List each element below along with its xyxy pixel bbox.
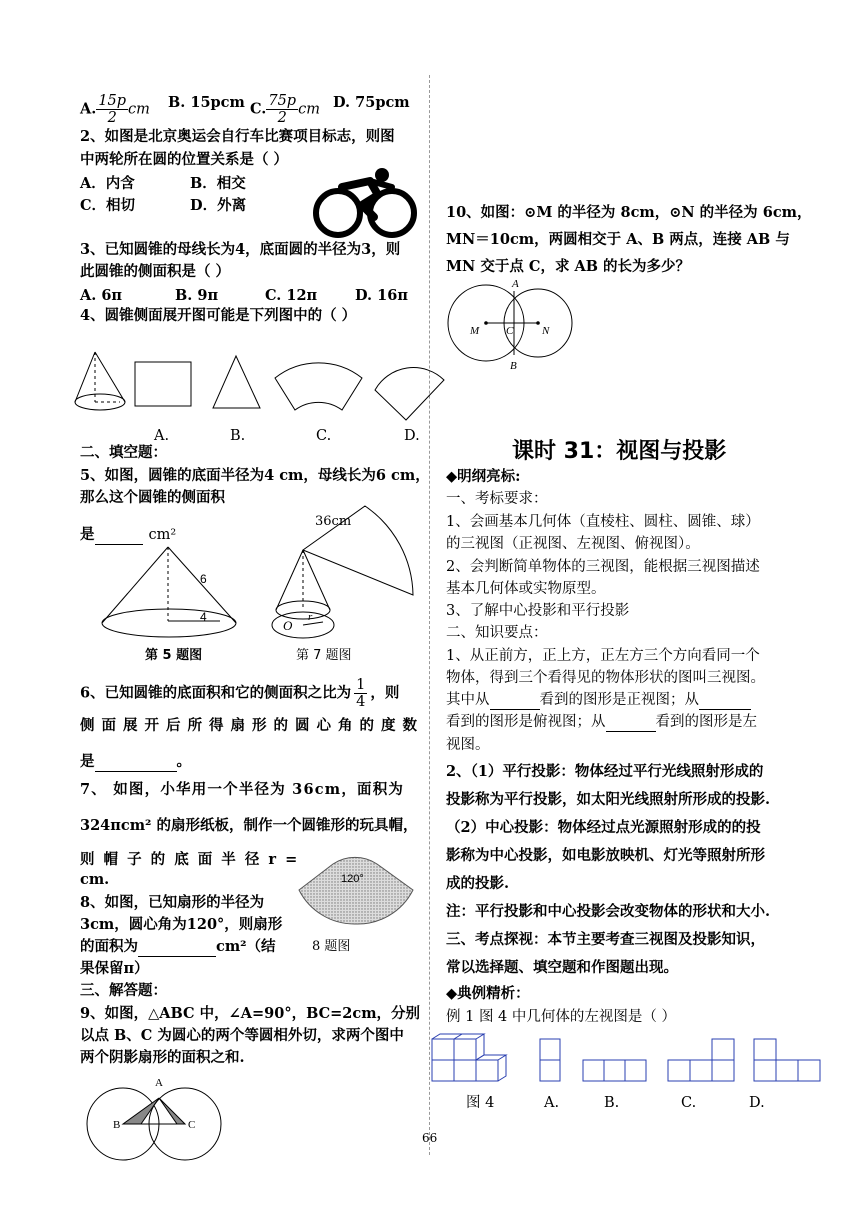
knowledge-1-line3: 其中从 看到的图形是正视图；从: [446, 690, 751, 710]
q1-option-b: B. 15pcm: [168, 94, 245, 111]
option-b-label: B.: [604, 1095, 620, 1111]
q10-circles-figure: [446, 277, 581, 372]
option-b-view: [583, 1060, 646, 1081]
q6-line2: 侧面展开后所得扇形的圆心角的度数: [80, 717, 424, 734]
q7-cone-sector-figure: [268, 500, 423, 645]
projection-note: 注：平行投影和中心投影会改变物体的形状和大小.: [446, 903, 771, 920]
q2-option-b: B．相交: [190, 175, 246, 192]
q2-line1: 2、如图是北京奥运会自行车比赛项目标志，则图: [80, 128, 395, 145]
knowledge-heading: 二、知识要点：: [446, 625, 548, 641]
q7-label-36cm: 36cm: [315, 514, 352, 529]
knowledge-2-line2: 投影称为平行投影，如太阳光线照射所形成的投影.: [446, 791, 771, 808]
q2-option-a: A．内含: [80, 175, 135, 192]
q9-circles-figure: [85, 1076, 220, 1171]
q8-line3: 的面积为 cm²（结: [80, 938, 276, 955]
knowledge-1-line2: 物体，得到三个看得见的物体形状的图叫三视图。: [446, 670, 765, 686]
knowledge-2-line1: 2、（1）平行投影：物体经过平行光线照射形成的: [446, 763, 764, 780]
knowledge-1-line1: 1、从正前方，正上方，正左方三个方向看同一个: [446, 648, 760, 664]
q4-option-c-annular-sector: [275, 363, 362, 410]
q8-line2: 3cm，圆心角为120°，则扇形: [80, 916, 283, 933]
option-c-label: C.: [681, 1095, 697, 1111]
q8-caption: 8 题图: [312, 939, 351, 954]
q8-line4: 果保留π）: [80, 960, 149, 977]
q10-label-n: N: [542, 325, 550, 337]
q5-label-4: 4: [200, 610, 207, 624]
option-d-label: D.: [749, 1095, 765, 1111]
knowledge-2-line3: （2）中心投影：物体经过点光源照射形成的的投: [446, 819, 761, 836]
q5-line1: 5、如图，圆锥的底面半径为4 cm，母线长为6 cm，: [80, 467, 430, 484]
q7-label-r: r: [308, 611, 313, 623]
column-divider: [429, 75, 430, 1155]
q10-label-b: B: [510, 360, 517, 372]
option-c-view: [668, 1039, 734, 1081]
q9-line1: 9、如图，△ABC 中，∠A=90°，BC=2cm，分别: [80, 1005, 421, 1022]
requirement-3: 3、了解中心投影和平行投影: [446, 603, 630, 619]
option-a-label: A.: [544, 1095, 560, 1111]
q10-line2: MN＝10cm，两圆相交于 A、B 两点，连接 AB 与: [446, 231, 790, 248]
q3-line2: 此圆锥的侧面积是（ ）: [80, 263, 231, 280]
q9-label-a: A: [155, 1077, 163, 1089]
exam-points-line1: 三、考点探视：本节主要考查三视图及投影知识，: [446, 931, 765, 948]
option-d-view: [754, 1039, 820, 1081]
cyclist-icon: [312, 165, 417, 240]
q4-option-d-sector: [375, 368, 444, 420]
figure-4-solid: [432, 1034, 506, 1081]
figure-4-label: 图 4: [466, 1095, 495, 1111]
q10-label-m: M: [470, 325, 480, 337]
requirement-1-line2: 的三视图（正视图、左视图、俯视图）。: [446, 536, 700, 552]
q3-option-c: C. 12π: [265, 287, 318, 304]
q7-caption: 第 7 题图: [296, 648, 352, 663]
exam-points-line2: 常以选择题、填空题和作图题出现。: [446, 959, 678, 976]
q3-option-a: A. 6π: [80, 287, 123, 304]
q9-line3: 两个阴影扇形的面积之和.: [80, 1049, 245, 1066]
q5-caption: 第 5 题图: [145, 648, 203, 663]
option-a-view: [540, 1039, 560, 1081]
q4-label-b: B.: [230, 428, 246, 444]
q6-line1: 6、已知圆锥的底面积和它的侧面积之比为 $\frac{1}{4}$ ，则: [80, 677, 400, 710]
lesson-title: 课时 31：视图与投影: [512, 439, 727, 464]
q2-line2: 中两轮所在圆的位置关系是（ ）: [80, 151, 289, 168]
q7-line4: cm.: [80, 871, 110, 888]
q2-option-d: D．外离: [190, 197, 247, 214]
q4-option-b-triangle: [213, 356, 260, 408]
q3-option-d: D. 16π: [355, 287, 408, 304]
q9-label-c: C: [188, 1119, 196, 1131]
examples-heading: ◆典例精析：: [446, 985, 530, 1002]
page-number: 66: [422, 1131, 438, 1145]
q7-line1: 7、 如图，小华用一个半径为 36cm，面积为: [80, 781, 405, 798]
requirement-1-line1: 1、会画基本几何体（直棱柱、圆柱、圆锥、球）: [446, 514, 760, 530]
q4-option-a-rectangle: [135, 362, 191, 406]
q2-option-c: C．相切: [80, 197, 136, 214]
q3-option-b: B. 9π: [175, 287, 219, 304]
q10-line1: 10、如图：⊙M 的半径为 8cm，⊙N 的半径为 6cm，: [446, 204, 812, 221]
q5-line2: 那么这个圆锥的侧面积: [80, 489, 225, 506]
q3-line1: 3、已知圆锥的母线长为4，底面圆的半径为3，则: [80, 241, 401, 258]
knowledge-1-line5: 视图。: [446, 737, 490, 753]
q10-label-c: C: [506, 325, 514, 337]
knowledge-2-line4: 影称为中心投影，如电影放映机、灯光等照射所形: [446, 847, 765, 864]
q4-label-d: D.: [404, 428, 420, 444]
example-1-figures: [430, 1034, 825, 1084]
q5-label-6: 6: [200, 572, 207, 586]
q9-line2: 以点 B、C 为圆心的两个等圆相外切，求两个图中: [80, 1027, 404, 1044]
exam-requirements-heading: 一、考标要求：: [446, 491, 548, 507]
q10-line3: MN 交于点 C，求 AB 的长为多少？: [446, 258, 691, 275]
q1-option-d: D. 75pcm: [333, 94, 410, 111]
requirement-2-line1: 2、会判断简单物体的三视图，能根据三视图描述: [446, 559, 760, 575]
q5-cone-figure: [100, 545, 240, 645]
q1-option-a: A. $\frac{15p}{2}$ cm: [80, 93, 150, 126]
q4-label-c: C.: [316, 428, 332, 444]
requirement-2-line2: 基本几何体或实物原型。: [446, 581, 606, 597]
outline-heading: ◆明纲亮标:: [446, 468, 521, 485]
q7-line3: 则 帽 子 的 底 面 半 径 r =: [80, 851, 300, 868]
q4-cone-figure: [75, 352, 125, 410]
q6-line3: 是 。: [80, 753, 191, 770]
q4-line1: 4、圆锥侧面展开图可能是下列图中的（ ）: [80, 307, 357, 324]
q4-label-a: A.: [154, 428, 170, 444]
q8-line1: 8、如图，已知扇形的半径为: [80, 894, 265, 911]
q9-label-b: B: [113, 1119, 121, 1131]
example-1-question: 例 1 图 4 中几何体的左视图是（ ）: [446, 1009, 676, 1025]
q7-label-o: O: [283, 618, 293, 633]
knowledge-1-line4: 看到的图形是俯视图；从 看到的图形是左: [446, 714, 757, 730]
q8-label-120: 120°: [341, 873, 364, 885]
knowledge-2-line5: 成的投影.: [446, 875, 510, 892]
q5-line3: 是 cm²: [80, 526, 177, 543]
q10-label-a: A: [512, 278, 519, 290]
q1-option-c: C. $\frac{75p}{2}$ cm: [250, 93, 320, 126]
q8-sector-figure: [295, 860, 420, 930]
section-answer-heading: 三、解答题：: [80, 982, 167, 999]
q4-figures: [70, 350, 430, 430]
section-fill-in-heading: 二、填空题：: [80, 444, 167, 461]
q7-line2: 324πcm² 的扇形纸板，制作一个圆锥形的玩具帽，: [80, 817, 418, 834]
